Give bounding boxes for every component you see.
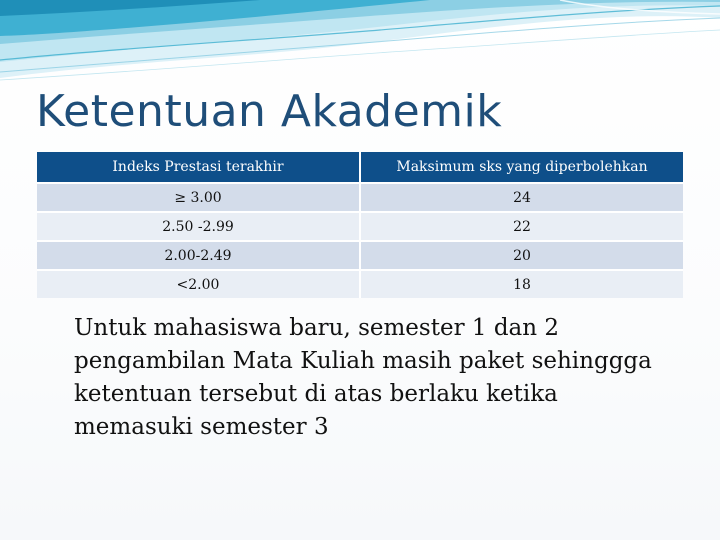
note-line: Untuk mahasiswa baru, semester 1 dan 2: [74, 315, 560, 341]
max-credits-cell: 24: [360, 183, 683, 212]
table-header-row: [37, 152, 683, 183]
header-gpa: Indeks Prestasi terakhir: [37, 152, 360, 183]
max-credits-cell: 20: [360, 241, 683, 270]
academic-rules-table: [37, 152, 683, 298]
max-credits-cell: 18: [360, 270, 683, 298]
table-row: [37, 212, 683, 241]
gpa-cell: <2.00: [37, 270, 360, 298]
note-line: memasuki semester 3: [74, 414, 329, 440]
table-row: [37, 183, 683, 212]
table-row: [37, 270, 683, 298]
header-max-credits: Maksimum sks yang diperbolehkan: [360, 152, 683, 183]
gpa-cell: 2.50 -2.99: [37, 212, 360, 241]
page-title: Ketentuan Akademik: [36, 86, 503, 137]
table-row: [37, 241, 683, 270]
gpa-cell: 2.00-2.49: [37, 241, 360, 270]
gpa-cell: ≥ 3.00: [37, 183, 360, 212]
note-line: ketentuan tersebut di atas berlaku ketika: [74, 381, 558, 407]
note-paragraph: [74, 312, 694, 444]
header-wave-decoration: [0, 0, 720, 90]
note-line: pengambilan Mata Kuliah masih paket sehinggga: [74, 348, 652, 374]
max-credits-cell: 22: [360, 212, 683, 241]
